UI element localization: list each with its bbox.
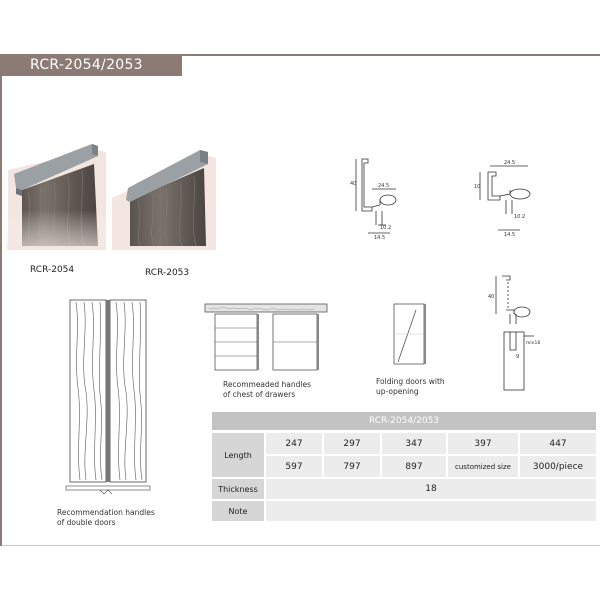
page-title: RCR-2054/2053 <box>30 57 143 73</box>
length-cell: 397 <box>448 433 518 454</box>
dim-d1-height: 40 <box>350 181 357 187</box>
length-cell: 247 <box>266 433 322 454</box>
product-label-rcr-2053: RCR-2053 <box>145 268 190 278</box>
row-label-thickness: Thickness <box>212 479 264 499</box>
length-cell: 797 <box>324 456 380 477</box>
profile-drawing-1 <box>350 155 410 245</box>
length-cell: 447 <box>520 433 596 454</box>
dim-d1-gap: 10.2 <box>380 225 392 231</box>
length-cell: 597 <box>266 456 322 477</box>
dim-d3-height: 40 <box>488 294 495 300</box>
dim-d3-base: 9 <box>516 354 520 360</box>
dim-d2-height: 10 <box>474 184 481 190</box>
caption-folding-line1: Folding doors with <box>376 377 445 386</box>
spec-table-title: RCR-2054/2053 <box>212 412 596 430</box>
dim-d2-gap: 10.2 <box>514 214 526 220</box>
dim-d1-width: 24.5 <box>378 183 390 189</box>
frame-left-border <box>0 54 2 546</box>
length-cell-customized: customized size <box>448 456 518 477</box>
folding-door-drawing <box>392 302 432 366</box>
profile-drawing-3 <box>478 270 548 392</box>
dim-d1-base: 14.5 <box>374 235 386 241</box>
row-label-length: Length <box>212 433 264 477</box>
note-value <box>266 501 596 521</box>
caption-double-doors-line1: Recommendation handles <box>57 508 155 517</box>
dim-d2-base: 14.5 <box>504 232 516 238</box>
profile-drawing-2 <box>470 160 550 240</box>
length-cell: 3000/piece <box>520 456 596 477</box>
drawers-drawing <box>205 302 327 374</box>
caption-drawers-line1: Recommeaded handles <box>223 380 312 389</box>
length-cell: 897 <box>382 456 446 477</box>
dim-d2-top: 24.5 <box>504 160 516 166</box>
caption-folding-line2: up-opening <box>376 387 419 396</box>
thickness-value: 18 <box>266 479 596 499</box>
double-doors-drawing <box>66 298 156 498</box>
caption-double-doors-line2: of double doors <box>57 518 116 527</box>
product-label-rcr-2054: RCR-2054 <box>30 265 75 275</box>
caption-drawers-line2: of chest of drawers <box>223 390 296 399</box>
length-cell: 297 <box>324 433 380 454</box>
row-label-note: Note <box>212 501 264 521</box>
product-image-rcr-2053 <box>112 138 216 250</box>
product-image-rcr-2054 <box>6 130 106 250</box>
length-cell: 347 <box>382 433 446 454</box>
dim-d3-min: min18 <box>526 341 541 346</box>
